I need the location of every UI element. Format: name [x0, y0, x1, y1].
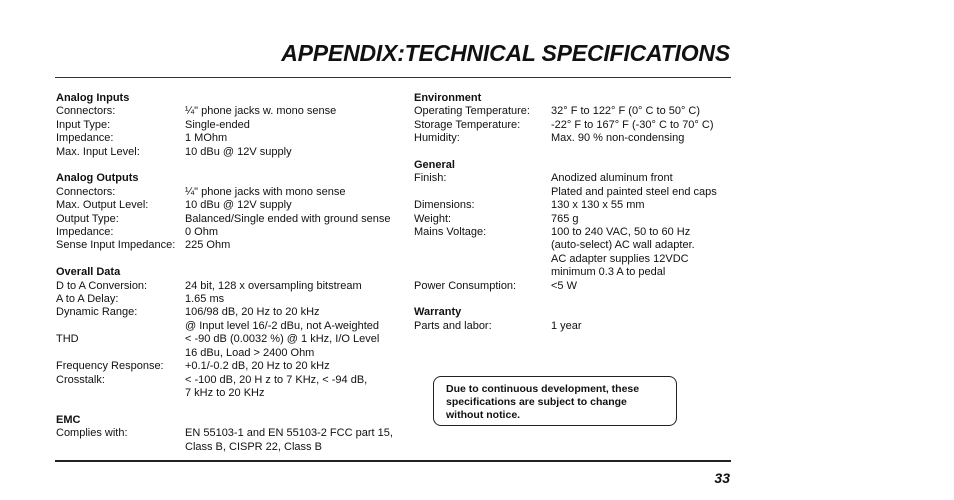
section-heading: General — [414, 159, 455, 172]
spec-value — [551, 226, 734, 280]
spec-value-line: minimum 0.3 A to pedal — [551, 266, 666, 279]
spec-value-line: Balanced/Single ended with ground sense — [185, 212, 391, 225]
spec-label: Finish: — [414, 172, 447, 185]
spec-value — [551, 213, 734, 226]
spec-section — [414, 306, 734, 333]
spec-row — [56, 360, 406, 373]
spec-value — [185, 374, 406, 401]
right-spec-column — [414, 92, 734, 347]
spec-label: THD — [56, 333, 79, 346]
spec-value-line: 100 to 240 VAC, 50 to 60 Hz — [551, 226, 691, 239]
spec-label: Complies with: — [56, 427, 128, 440]
spec-label: Connectors: — [56, 105, 116, 118]
spec-value-line: 16 dBu, Load > 2400 Ohm — [185, 346, 315, 359]
spec-value — [185, 306, 406, 333]
spec-row — [414, 226, 734, 280]
section-heading: Overall Data — [56, 266, 121, 279]
spec-value-line: 225 Ohm — [185, 239, 231, 252]
spec-label: A to A Delay: — [56, 293, 119, 306]
spec-label: Impedance: — [56, 226, 114, 239]
spec-label: Sense Input Impedance: — [56, 239, 176, 252]
section-heading: EMC — [56, 413, 81, 426]
spec-section — [56, 266, 406, 400]
spec-value-line: 1 MOhm — [185, 132, 228, 145]
spec-value-line: 765 g — [551, 212, 579, 225]
spec-value — [551, 280, 734, 293]
spec-label: Max. Input Level: — [56, 145, 140, 158]
spec-value — [551, 132, 734, 145]
spec-value — [185, 239, 406, 252]
spec-value-line: -22° F to 167° F (-30° C to 70° C) — [551, 118, 714, 131]
spec-row — [56, 105, 406, 118]
section-heading: Warranty — [414, 306, 462, 319]
spec-value-line: Anodized aluminum front — [551, 172, 673, 185]
spec-row — [56, 374, 406, 401]
spec-value — [185, 186, 406, 199]
spec-row — [414, 280, 734, 293]
spec-value-line: Single-ended — [185, 118, 250, 131]
spec-row — [56, 132, 406, 145]
spec-value — [551, 199, 734, 212]
left-spec-column — [56, 92, 406, 467]
spec-value-line: 106/98 dB, 20 Hz to 20 kHz — [185, 306, 320, 319]
spec-row — [414, 105, 734, 118]
spec-row — [56, 293, 406, 306]
spec-label: Parts and labor: — [414, 319, 492, 332]
spec-value-line: 10 dBu @ 12V supply — [185, 199, 292, 212]
spec-value-line: 1 year — [551, 319, 582, 332]
spec-row — [56, 280, 406, 293]
spec-row — [56, 186, 406, 199]
spec-row — [414, 320, 734, 333]
spec-value — [551, 119, 734, 132]
spec-value-line: 1.65 ms — [185, 293, 225, 306]
spec-value-line: 10 dBu @ 12V supply — [185, 145, 292, 158]
section-heading: Analog Outputs — [56, 172, 139, 185]
spec-value-line: 0 Ohm — [185, 226, 219, 239]
disclaimer-note — [433, 376, 677, 426]
spec-value-line: Plated and painted steel end caps — [551, 185, 717, 198]
spec-value-line: 32° F to 122° F (0° C to 50° C) — [551, 105, 701, 118]
spec-section — [56, 92, 406, 159]
spec-value — [185, 427, 406, 454]
spec-value-line: ¼" phone jacks with mono sense — [185, 185, 346, 198]
spec-value — [185, 226, 406, 239]
spec-value — [551, 320, 734, 333]
spec-label: Weight: — [414, 212, 452, 225]
spec-row — [414, 119, 734, 132]
spec-value — [185, 280, 406, 293]
spec-row — [414, 199, 734, 212]
spec-value — [185, 333, 406, 360]
footer-divider — [55, 460, 731, 462]
spec-value — [551, 172, 734, 199]
spec-value-line: AC adapter supplies 12VDC — [551, 252, 689, 265]
spec-section — [414, 159, 734, 293]
spec-section — [414, 92, 734, 146]
spec-value-line: Max. 90 % non-condensing — [551, 132, 685, 145]
spec-label: Impedance: — [56, 132, 114, 145]
spec-row — [414, 172, 734, 199]
spec-label: Mains Voltage: — [414, 226, 487, 239]
spec-value — [185, 146, 406, 159]
spec-section — [56, 172, 406, 252]
page-title: APPENDIX:TECHNICAL SPECIFICATIONS — [281, 40, 730, 66]
spec-row — [56, 119, 406, 132]
spec-value-line: 7 kHz to 20 KHz — [185, 386, 265, 399]
spec-row — [56, 199, 406, 212]
spec-label: Max. Output Level: — [56, 199, 149, 212]
spec-label: Operating Temperature: — [414, 105, 530, 118]
spec-value-line: < -90 dB (0.0032 %) @ 1 kHz, I/O Level — [185, 333, 380, 346]
spec-value — [185, 293, 406, 306]
spec-row — [56, 306, 406, 333]
spec-label: Dynamic Range: — [56, 306, 138, 319]
spec-value — [185, 119, 406, 132]
spec-label: Storage Temperature: — [414, 118, 521, 131]
spec-value-line: <5 W — [551, 279, 577, 292]
spec-value-line: 24 bit, 128 x oversampling bitstream — [185, 279, 362, 292]
spec-row — [56, 239, 406, 252]
spec-label: D to A Conversion: — [56, 279, 148, 292]
spec-value — [185, 132, 406, 145]
spec-label: Output Type: — [56, 212, 119, 225]
spec-section — [56, 414, 406, 454]
spec-row — [414, 213, 734, 226]
spec-label: Connectors: — [56, 185, 116, 198]
spec-value-line: ¼" phone jacks w. mono sense — [185, 105, 337, 118]
spec-value — [185, 105, 406, 118]
spec-value-line: +0.1/-0.2 dB, 20 Hz to 20 kHz — [185, 360, 330, 373]
spec-label: Power Consumption: — [414, 279, 517, 292]
spec-value — [551, 105, 734, 118]
spec-row — [56, 146, 406, 159]
spec-label: Input Type: — [56, 118, 111, 131]
spec-row — [56, 213, 406, 226]
note-line: without notice. — [446, 409, 521, 421]
title-divider — [55, 77, 731, 78]
section-heading: Environment — [414, 92, 482, 104]
note-line: Due to continuous development, these — [446, 383, 640, 395]
spec-label: Frequency Response: — [56, 360, 164, 373]
spec-value-line: EN 55103-1 and EN 55103-2 FCC part 15, — [185, 427, 393, 440]
section-heading: Analog Inputs — [56, 92, 130, 104]
spec-value — [185, 213, 406, 226]
spec-value-line: 130 x 130 x 55 mm — [551, 199, 645, 212]
spec-row — [56, 226, 406, 239]
spec-row — [414, 132, 734, 145]
spec-value — [185, 199, 406, 212]
spec-label: Crosstalk: — [56, 373, 105, 386]
note-line: specifications are subject to change — [446, 396, 627, 408]
spec-value-line: (auto-select) AC wall adapter. — [551, 239, 695, 252]
spec-value-line: < -100 dB, 20 H z to 7 KHz, < -94 dB, — [185, 373, 368, 386]
spec-row — [56, 333, 406, 360]
spec-row — [56, 427, 406, 454]
spec-value-line: Class B, CISPR 22, Class B — [185, 440, 322, 453]
page-number: 33 — [714, 470, 730, 486]
spec-value — [185, 360, 406, 373]
spec-label: Humidity: — [414, 132, 460, 145]
spec-label: Dimensions: — [414, 199, 475, 212]
spec-value-line: @ Input level 16/-2 dBu, not A-weighted — [185, 319, 380, 332]
